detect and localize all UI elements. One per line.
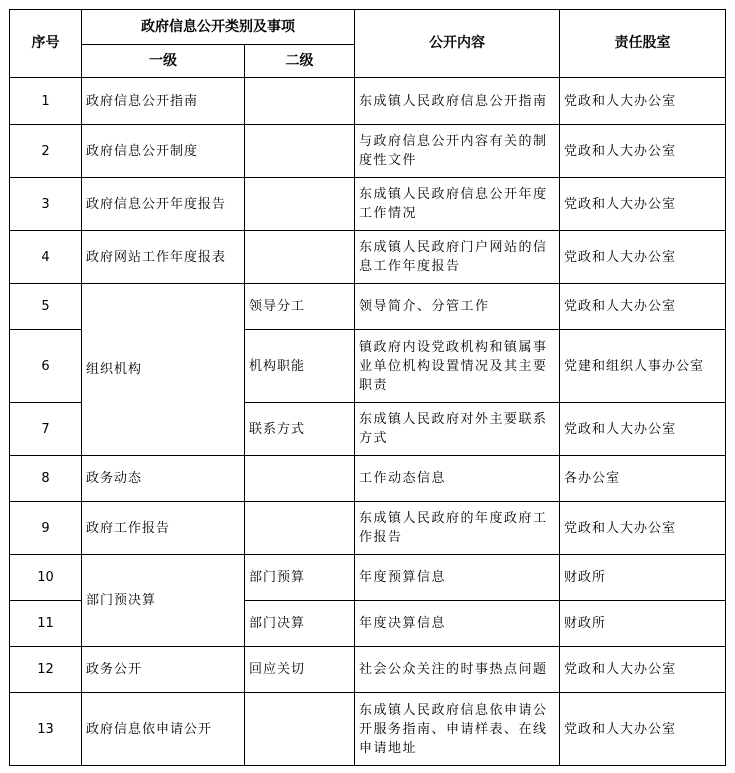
row-level1: 组织机构	[82, 284, 245, 456]
row-content: 东成镇人民政府的年度政府工作报告	[355, 502, 560, 555]
row-number: 4	[10, 231, 82, 284]
row-level1: 政务公开	[82, 647, 245, 693]
row-content: 镇政府内设党政机构和镇属事业单位机构设置情况及其主要职责	[355, 330, 560, 403]
row-dept: 财政所	[560, 555, 726, 601]
row-number: 6	[10, 330, 82, 403]
row-dept: 财政所	[560, 601, 726, 647]
row-level1: 部门预决算	[82, 555, 245, 647]
row-dept: 党政和人大办公室	[560, 178, 726, 231]
table-row	[10, 456, 726, 502]
table-row	[10, 231, 726, 284]
row-dept: 党政和人大办公室	[560, 693, 726, 766]
row-content: 社会公众关注的时事热点问题	[355, 647, 560, 693]
row-dept: 党政和人大办公室	[560, 403, 726, 456]
row-dept: 各办公室	[560, 456, 726, 502]
header-content: 公开内容	[355, 10, 560, 78]
row-number: 10	[10, 555, 82, 601]
table-row	[10, 125, 726, 178]
row-level2	[245, 125, 355, 178]
row-level2: 部门预算	[245, 555, 355, 601]
row-level1: 政府工作报告	[82, 502, 245, 555]
row-level2	[245, 693, 355, 766]
row-level1: 政务动态	[82, 456, 245, 502]
table-row	[10, 284, 726, 330]
header-dept: 责任股室	[560, 10, 726, 78]
row-number: 5	[10, 284, 82, 330]
row-content: 工作动态信息	[355, 456, 560, 502]
row-level1: 政府信息公开指南	[82, 78, 245, 125]
row-dept: 党建和组织人事办公室	[560, 330, 726, 403]
row-level2	[245, 78, 355, 125]
header-level2: 二级	[245, 45, 355, 78]
header-category-group: 政府信息公开类别及事项	[82, 10, 355, 45]
table-row	[10, 178, 726, 231]
row-level2: 部门决算	[245, 601, 355, 647]
table-row	[10, 555, 726, 601]
row-level2	[245, 456, 355, 502]
row-level2: 机构职能	[245, 330, 355, 403]
row-number: 7	[10, 403, 82, 456]
row-level2	[245, 178, 355, 231]
row-level1: 政府信息公开年度报告	[82, 178, 245, 231]
row-content: 年度决算信息	[355, 601, 560, 647]
row-number: 13	[10, 693, 82, 766]
row-number: 8	[10, 456, 82, 502]
row-dept: 党政和人大办公室	[560, 502, 726, 555]
row-content: 领导简介、分管工作	[355, 284, 560, 330]
row-content: 与政府信息公开内容有关的制度性文件	[355, 125, 560, 178]
row-level1: 政府信息依申请公开	[82, 693, 245, 766]
row-level2	[245, 502, 355, 555]
row-number: 12	[10, 647, 82, 693]
row-number: 9	[10, 502, 82, 555]
row-level2	[245, 231, 355, 284]
row-content: 东成镇人民政府信息公开年度工作情况	[355, 178, 560, 231]
table-row	[10, 647, 726, 693]
row-dept: 党政和人大办公室	[560, 284, 726, 330]
row-dept: 党政和人大办公室	[560, 78, 726, 125]
row-content: 东成镇人民政府信息依申请公开服务指南、申请样表、在线申请地址	[355, 693, 560, 766]
row-number: 2	[10, 125, 82, 178]
row-content: 东成镇人民政府对外主要联系方式	[355, 403, 560, 456]
row-level2: 领导分工	[245, 284, 355, 330]
row-dept: 党政和人大办公室	[560, 647, 726, 693]
row-number: 1	[10, 78, 82, 125]
row-content: 东成镇人民政府门户网站的信息工作年度报告	[355, 231, 560, 284]
row-dept: 党政和人大办公室	[560, 125, 726, 178]
row-level2: 回应关切	[245, 647, 355, 693]
disclosure-table	[9, 9, 726, 766]
row-number: 11	[10, 601, 82, 647]
row-content: 东成镇人民政府信息公开指南	[355, 78, 560, 125]
row-dept: 党政和人大办公室	[560, 231, 726, 284]
row-number: 3	[10, 178, 82, 231]
row-level1: 政府网站工作年度报表	[82, 231, 245, 284]
header-level1: 一级	[82, 45, 245, 78]
table-row	[10, 693, 726, 766]
row-level1: 政府信息公开制度	[82, 125, 245, 178]
row-level2: 联系方式	[245, 403, 355, 456]
header-seq: 序号	[10, 10, 82, 78]
table-row	[10, 78, 726, 125]
row-content: 年度预算信息	[355, 555, 560, 601]
table-row	[10, 502, 726, 555]
